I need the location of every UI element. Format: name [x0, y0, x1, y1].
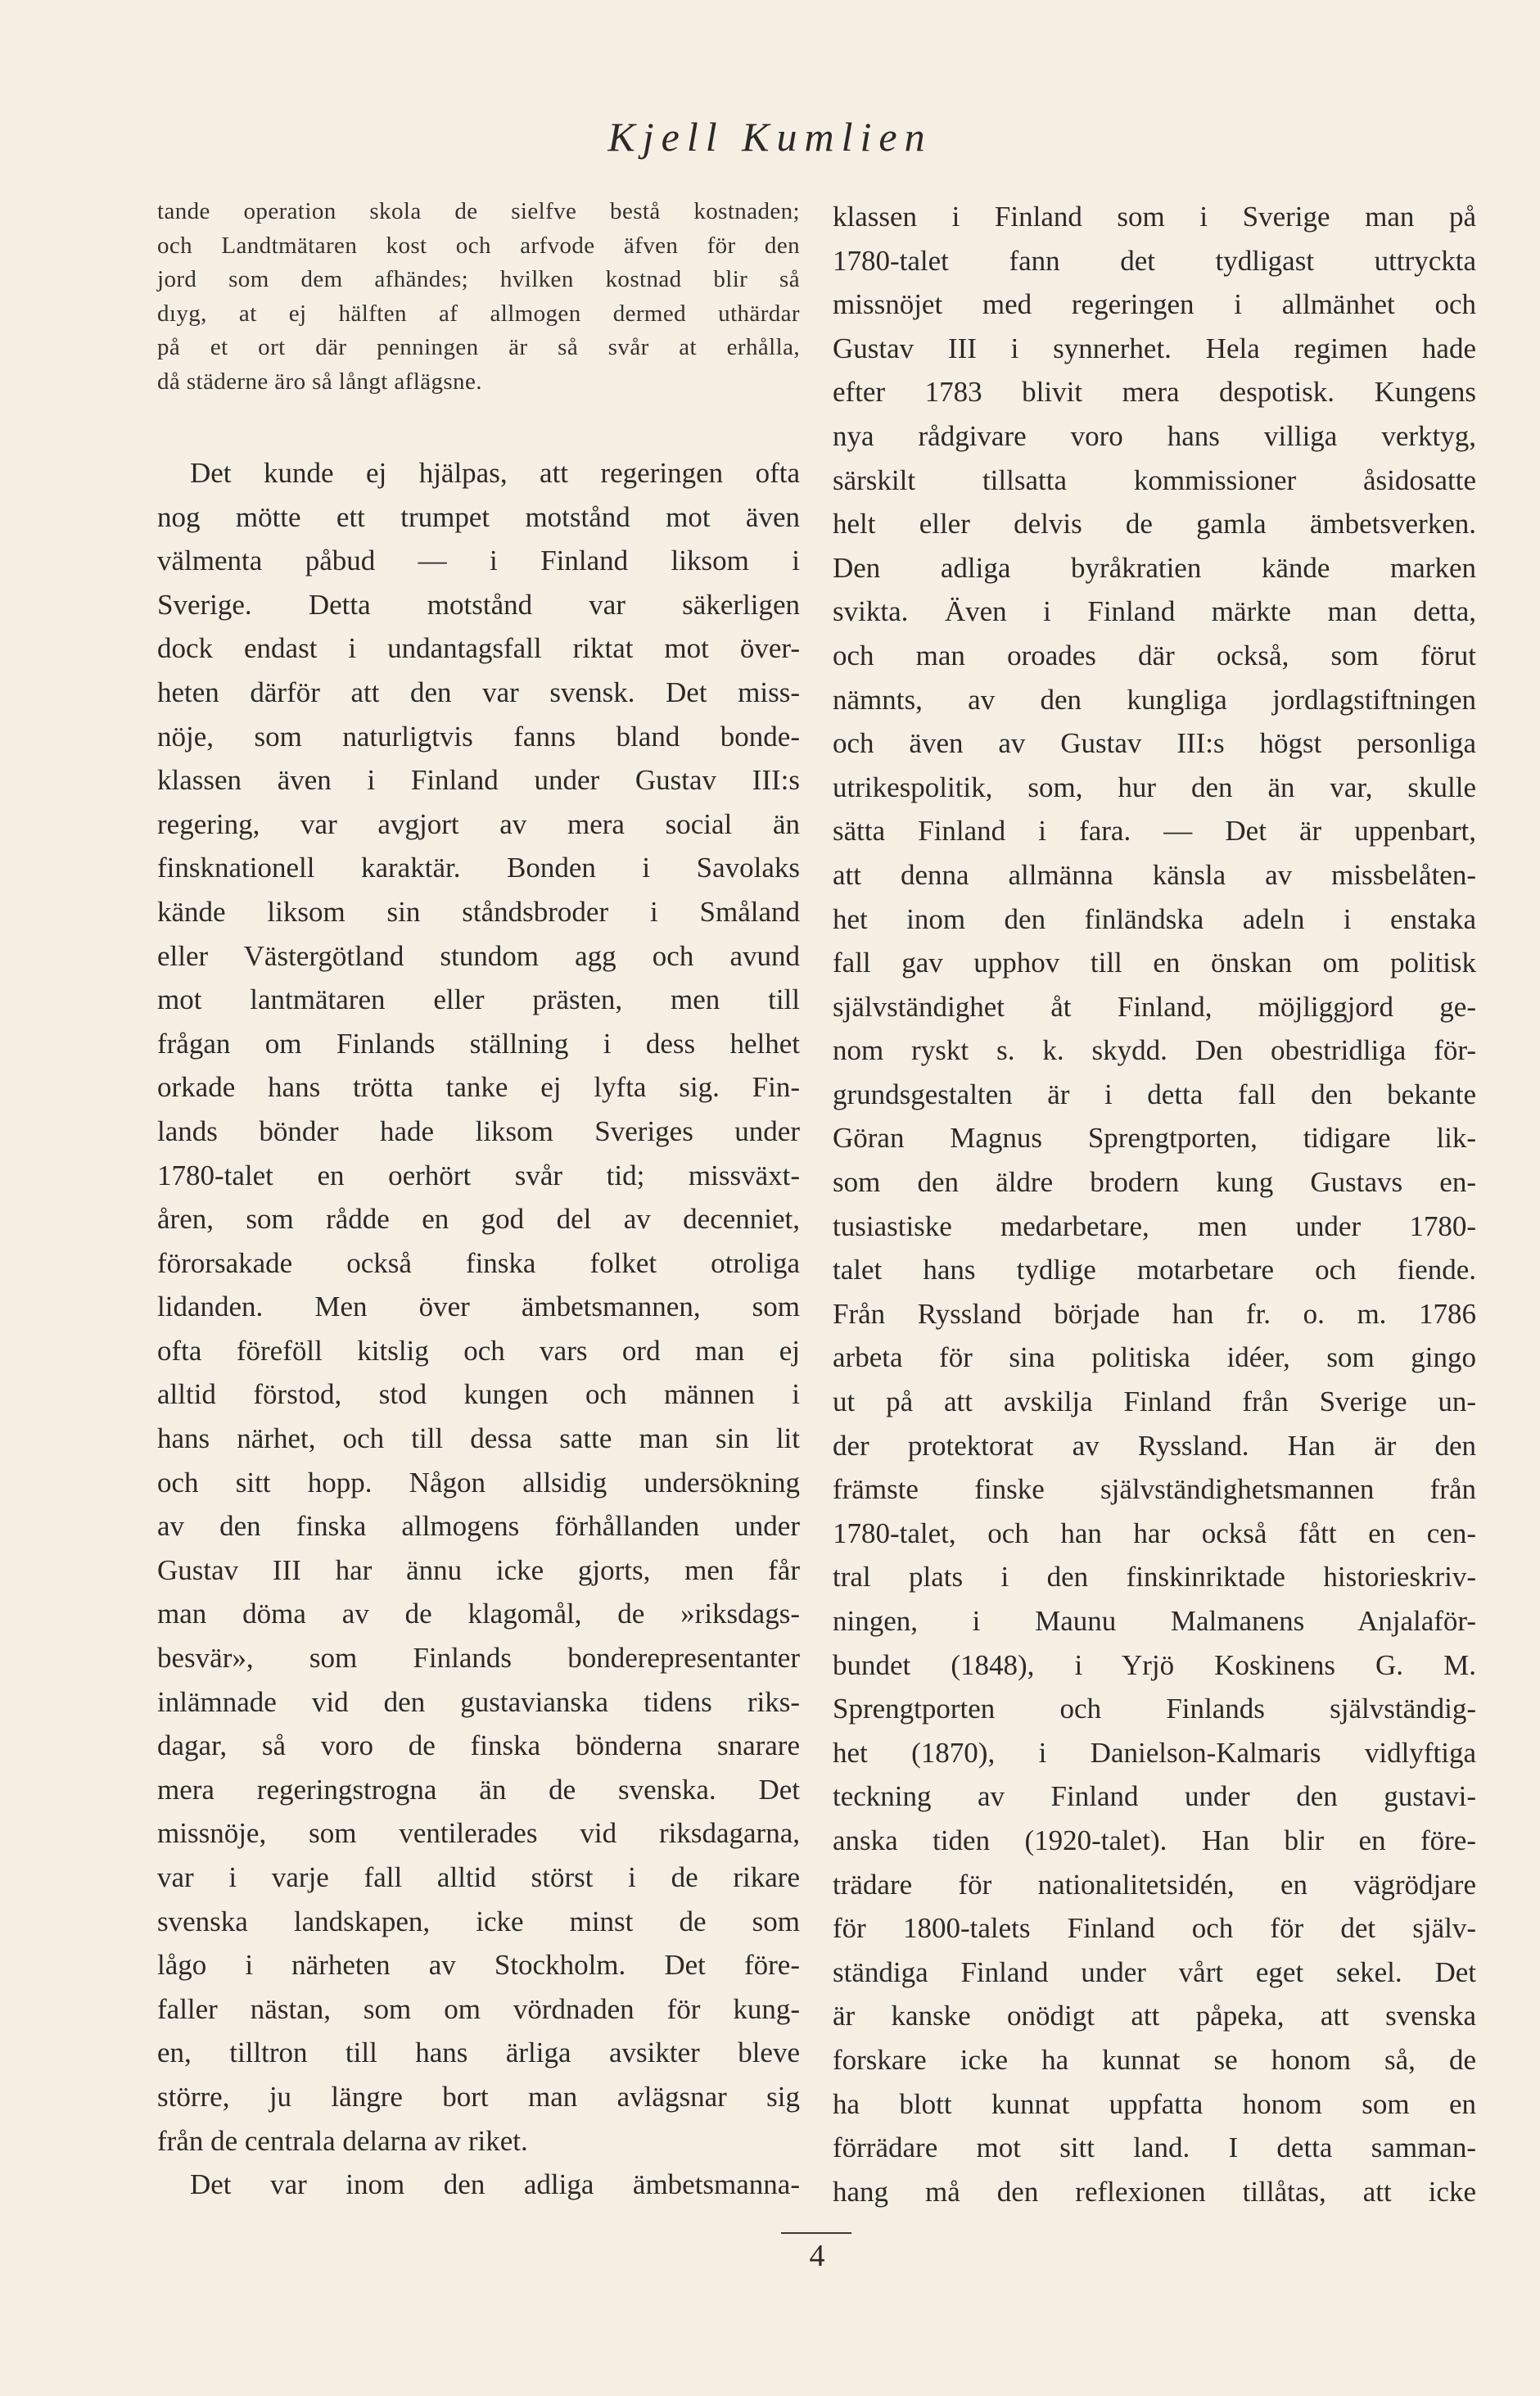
- text-line: orkade hans trötta tanke ej lyfta sig. Fin-: [157, 1071, 800, 1104]
- text-line: självständighet åt Finland, möjliggjord ge-: [833, 990, 1476, 1023]
- text-line: 1780-talet fann det tydligast uttryckta: [833, 244, 1476, 277]
- running-head: Kjell Kumlien: [607, 114, 933, 160]
- text-line: missnöje, som ventilerades vid riksdagarna,: [157, 1817, 800, 1850]
- text-line: teckning av Finland under den gustavi-: [833, 1780, 1476, 1813]
- text-line: hang må den reflexionen tillåtas, att icke: [833, 2175, 1476, 2208]
- text-line: besvär», som Finlands bonderepresentanter: [157, 1642, 800, 1675]
- text-line: het (1870), i Danielson-Kalmaris vidlyftiga: [833, 1736, 1476, 1769]
- text-line: klassen även i Finland under Gustav III:s: [157, 764, 800, 797]
- text-line: en, tilltron till hans ärliga avsikter bleve: [157, 2037, 800, 2069]
- text-line: Sverige. Detta motstånd var säkerligen: [157, 588, 800, 621]
- text-line: man döma av de klagomål, de »riksdags-: [157, 1598, 800, 1630]
- text-line: tusiastiske medarbetare, men under 1780-: [833, 1209, 1476, 1242]
- text-line: förorsakade också finska folket otroliga: [157, 1246, 800, 1279]
- text-line: välmenta påbud — i Finland liksom i: [157, 545, 800, 577]
- text-line: anska tiden (1920-talet). Han blir en före-: [833, 1824, 1476, 1856]
- text-line: nämnts, av den kungliga jordlagstiftningen: [833, 683, 1476, 716]
- text-line: att denna allmänna känsla av missbelåten-: [833, 858, 1476, 891]
- text-line: eller Västergötland stundom agg och avund: [157, 939, 800, 972]
- right-column: [833, 195, 1476, 2213]
- text-line: talet hans tydlige motarbetare och fiende.: [833, 1254, 1476, 1286]
- text-line: nöje, som naturligtvis fanns bland bonde-: [157, 720, 800, 753]
- text-line: ut på att avskilja Finland från Sverige un-: [833, 1386, 1476, 1418]
- text-line: Gustav III i synnerhet. Hela regimen hade: [833, 332, 1476, 364]
- text-line: och sitt hopp. Någon allsidig undersökning: [157, 1466, 800, 1499]
- text-line: nom ryskt s. k. skydd. Den obestridliga för-: [833, 1034, 1476, 1067]
- text-line: mera regeringstrogna än de svenska. Det: [157, 1773, 800, 1806]
- paragraph-1: [157, 451, 800, 2163]
- text-line: sätta Finland i fara. — Det är uppenbart,: [833, 815, 1476, 848]
- text-line: är kanske onödigt att påpeka, att svenska: [833, 2000, 1476, 2032]
- text-line: inlämnade vid den gustavianska tidens riks-: [157, 1685, 800, 1718]
- block-quote: [157, 195, 800, 399]
- text-line: dock endast i undantagsfall riktat mot över-: [157, 632, 800, 665]
- text-line: 1780-talet en oerhört svår tid; missväxt-: [157, 1159, 800, 1191]
- text-line: missnöjet med regeringen i allmänhet och: [833, 288, 1476, 321]
- text-line: het inom den finländska adeln i enstaka: [833, 902, 1476, 935]
- text-line: helt eller delvis de gamla ämbetsverken.: [833, 508, 1476, 540]
- text-line: för 1800-talets Finland och för det själv-: [833, 1912, 1476, 1945]
- text-line: åren, som rådde en god del av decenniet,: [157, 1203, 800, 1236]
- text-line: efter 1783 blivit mera despotisk. Kungens: [833, 376, 1476, 409]
- text-line: forskare icke ha kunnat se honom så, de: [833, 2043, 1476, 2076]
- text-line: ningen, i Maunu Malmanens Anjalaför-: [833, 1605, 1476, 1637]
- text-line: bundet (1848), i Yrjö Koskinens G. M.: [833, 1648, 1476, 1681]
- text-line: Från Ryssland började han fr. o. m. 1786: [833, 1297, 1476, 1330]
- text-line: hans närhet, och till dessa satte man sin lit: [157, 1422, 800, 1455]
- text-line: der protektorat av Ryssland. Han är den: [833, 1429, 1476, 1462]
- quote-line: tande operation skola de sielfve bestå kostnaden;: [157, 198, 800, 224]
- quote-line: jord som dem afhändes; hvilken kostnad blir så: [157, 266, 800, 292]
- text-line: ofta föreföll kitslig och vars ord man ej: [157, 1334, 800, 1367]
- text-line: svikta. Även i Finland märkte man detta,: [833, 595, 1476, 628]
- text-line: Det var inom den adliga ämbetsmanna-: [190, 2168, 800, 2201]
- text-line: från de centrala delarna av riket.: [157, 2124, 528, 2157]
- text-line: Den adliga byråkratien kände marken: [833, 551, 1476, 584]
- text-line: fall gav upphov till en önskan om politisk: [833, 947, 1476, 979]
- page-number: 4: [809, 2239, 825, 2273]
- text-line: förrädare mot sitt land. I detta samman-: [833, 2132, 1476, 2164]
- text-line: dagar, så voro de finska bönderna snarare: [157, 1729, 800, 1762]
- quote-line: då städerne äro så långt aflägsne.: [157, 368, 482, 395]
- text-line: svenska landskapen, icke minst de som: [157, 1905, 800, 1937]
- text-line: av den finska allmogens förhållanden under: [157, 1510, 800, 1543]
- text-line: regering, var avgjort av mera social än: [157, 807, 800, 840]
- text-line: större, ju längre bort man avlägsnar sig: [157, 2080, 800, 2113]
- text-line: lands bönder hade liksom Sveriges under: [157, 1114, 800, 1147]
- text-line: mot lantmätaren eller prästen, men till: [157, 983, 800, 1016]
- text-line: Sprengtporten och Finlands självständig-: [833, 1693, 1476, 1725]
- text-line: grundsgestalten är i detta fall den bekante: [833, 1078, 1476, 1110]
- text-line: heten därför att den var svensk. Det miss-: [157, 676, 800, 708]
- text-line: klassen i Finland som i Sverige man på: [833, 201, 1476, 233]
- text-line: Det kunde ej hjälpas, att regeringen ofta: [190, 457, 800, 489]
- text-line: Göran Magnus Sprengtporten, tidigare lik-: [833, 1122, 1476, 1155]
- quote-line: och Landtmätaren kost och arfvode äfven för den: [157, 232, 800, 259]
- text-line: kände liksom sin ståndsbroder i Småland: [157, 895, 800, 928]
- text-line: trädare för nationalitetsidén, en vägrödjare: [833, 1868, 1476, 1901]
- paragraph-2: [157, 2163, 800, 2207]
- text-line: nog mötte ett trumpet motstånd mot även: [157, 500, 800, 533]
- text-line: arbeta för sina politiska idéer, som gingo: [833, 1341, 1476, 1374]
- text-line: och man oroades där också, som förut: [833, 639, 1476, 671]
- text-line: faller nästan, som om vördnaden för kung-: [157, 1992, 800, 2025]
- text-line: främste finske självständighetsmannen från: [833, 1473, 1476, 1506]
- text-line: alltid förstod, stod kungen och männen i: [157, 1378, 800, 1411]
- text-line: Gustav III har ännu icke gjorts, men får: [157, 1553, 800, 1586]
- text-line: lidanden. Men över ämbetsmannen, som: [157, 1291, 800, 1323]
- quote-line: på et ort där penningen är så svår at erhålla,: [157, 334, 800, 360]
- text-line: tral plats i den finskinriktade historieskriv-: [833, 1561, 1476, 1594]
- text-line: finsknationell karaktär. Bonden i Savolaks: [157, 852, 800, 884]
- text-line: och även av Gustav III:s högst personliga: [833, 727, 1476, 760]
- text-line: ständiga Finland under vårt eget sekel. Det: [833, 1955, 1476, 1988]
- quote-line: dıyg, at ej hälften af allmogen dermed uthärdar: [157, 300, 800, 327]
- text-line: lågo i närheten av Stockholm. Det före-: [157, 1949, 800, 1982]
- page-number-rule: [781, 2232, 851, 2234]
- text-line: frågan om Finlands ställning i dess helhet: [157, 1027, 800, 1060]
- text-line: 1780-talet, och han har också fått en cen-: [833, 1517, 1476, 1549]
- text-line: som den äldre brodern kung Gustavs en-: [833, 1166, 1476, 1199]
- text-line: särskilt tillsatta kommissioner åsidosatte: [833, 463, 1476, 496]
- text-line: nya rådgivare voro hans villiga verktyg,: [833, 419, 1476, 452]
- text-line: utrikespolitik, som, hur den än var, skulle: [833, 771, 1476, 803]
- text-line: ha blott kunnat uppfatta honom som en: [833, 2087, 1476, 2120]
- text-line: var i varje fall alltid störst i de rikare: [157, 1861, 800, 1893]
- left-column: [157, 195, 800, 2207]
